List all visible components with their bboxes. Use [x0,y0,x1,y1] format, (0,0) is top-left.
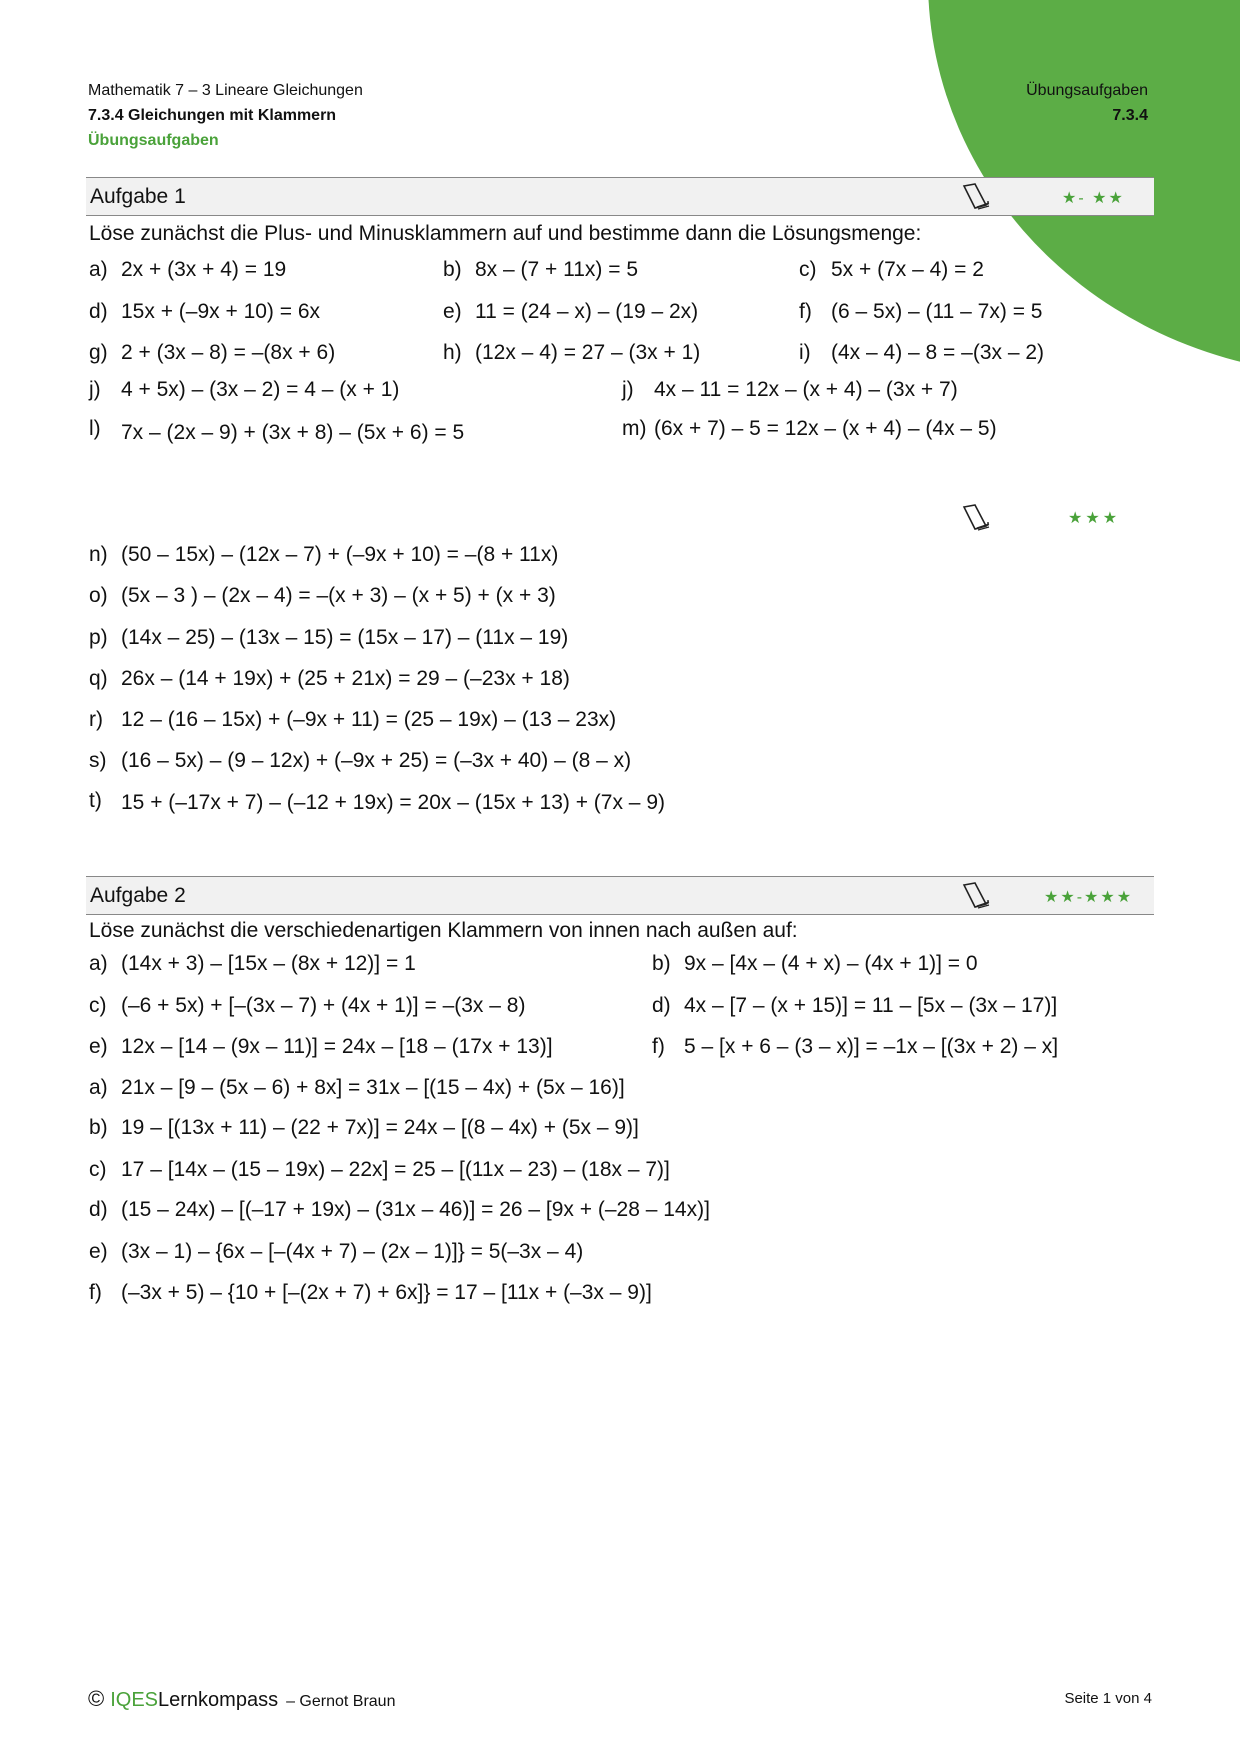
task1-header [86,177,1154,216]
exercise-item: j) 4x – 11 = 12x – (x + 4) – (3x + 7) [622,378,958,401]
book-icon [961,181,991,211]
task1-advanced-stars: ★★★ [1068,510,1121,527]
exercise-item: c) 17 – [14x – (15 – 19x) – 22x] = 25 – [(11x – 23) – (18x – 7)] [89,1158,670,1181]
exercise-item: d) 15x + (–9x + 10) = 6x [89,300,321,323]
exercise-item: r) 12 – (16 – 15x) + (–9x + 11) = (25 – 19x) – (13 – 23x) [89,708,617,731]
course-title: Mathematik 7 – 3 Lineare Gleichungen [88,82,363,99]
page-number: Seite 1 von 4 [1064,1690,1152,1707]
task1-title: Aufgabe 1 [90,185,186,208]
task1-difficulty-stars: ★- ★★ [1062,190,1125,207]
book-icon [961,502,991,532]
author-name: – Gernot Braun [286,1693,396,1710]
exercise-item: e) 11 = (24 – x) – (19 – 2x) [443,300,699,323]
exercise-item: a) 21x – [9 – (5x – 6) + 8x] = 31x – [(15 – 4x) + (5x – 16)] [89,1076,625,1099]
copyright-symbol: © [88,1686,105,1711]
task2-title: Aufgabe 2 [90,884,186,907]
task2-header [86,876,1154,915]
exercise-item: m) (6x + 7) – 5 = 12x – (x + 4) – (4x – 5) [622,417,997,440]
section-title: 7.3.4 Gleichungen mit Klammern [88,107,337,124]
exercise-item: e) 12x – [14 – (9x – 11)] = 24x – [18 – (17x + 13)] [89,1035,553,1058]
document-type: Übungsaufgaben [88,132,219,149]
exercise-item: f) (6 – 5x) – (11 – 7x) = 5 [799,300,1043,323]
exercise-item: f) 5 – [x + 6 – (3 – x)] = –1x – [(3x + 2) – x] [652,1035,1059,1058]
task2-difficulty-stars: ★★-★★★ [1044,889,1134,906]
brand-logo: IQESLernkompass [110,1689,279,1711]
exercise-item: f) (–3x + 5) – {10 + [–(2x + 7) + 6x]} = 17 – [11x + (–3x – 9)] [89,1281,652,1304]
exercise-item: o) (5x – 3 ) – (2x – 4) = –(x + 3) – (x + 5) + (x + 3) [89,584,556,607]
exercise-item: b) 8x – (7 + 11x) = 5 [443,258,639,281]
exercise-item: c) (–6 + 5x) + [–(3x – 7) + (4x + 1)] = –(3x – 8) [89,994,526,1017]
exercise-item: n) (50 – 15x) – (12x – 7) + (–9x + 10) = –(8 + 11x) [89,543,559,566]
footer-brand [88,1686,395,1712]
right-document-type: Übungsaufgaben [1026,82,1148,99]
exercise-item: b) 19 – [(13x + 11) – (22 + 7x)] = 24x – [(8 – 4x) + (5x – 9)] [89,1116,639,1139]
exercise-item: t) 15 + (–17x + 7) – (–12 + 19x) = 20x – (15x + 13) + (7x – 9) [89,789,665,814]
task1-instruction: Löse zunächst die Plus- und Minusklammern auf und bestimme dann die Lösungsmenge: [89,222,922,245]
exercise-item: i) (4x – 4) – 8 = –(3x – 2) [799,341,1045,364]
exercise-item: s) (16 – 5x) – (9 – 12x) + (–9x + 25) = (–3x + 40) – (8 – x) [89,749,632,772]
exercise-item: q) 26x – (14 + 19x) + (25 + 21x) = 29 – (–23x + 18) [89,667,570,690]
exercise-item: j) 4 + 5x) – (3x – 2) = 4 – (x + 1) [89,378,400,401]
exercise-item: p) (14x – 25) – (13x – 15) = (15x – 17) – (11x – 19) [89,626,569,649]
exercise-item: l) 7x – (2x – 9) + (3x + 8) – (5x + 6) = 5 [89,417,465,444]
book-icon [961,880,991,910]
exercise-item: c) 5x + (7x – 4) = 2 [799,258,984,281]
exercise-item: b) 9x – [4x – (4 + x) – (4x + 1)] = 0 [652,952,978,975]
right-section-number: 7.3.4 [1112,107,1148,124]
exercise-item: a) (14x + 3) – [15x – (8x + 12)] = 1 [89,952,416,975]
document-header [88,78,363,153]
exercise-item: d) (15 – 24x) – [(–17 + 19x) – (31x – 46)] = 26 – [9x + (–28 – 14x)] [89,1198,710,1221]
task2-instruction: Löse zunächst die verschiedenartigen Klammern von innen nach außen auf: [89,919,798,942]
exercise-item: e) (3x – 1) – {6x – [–(4x + 7) – (2x – 1)]} = 5(–3x – 4) [89,1240,584,1263]
exercise-item: d) 4x – [7 – (x + 15)] = 11 – [5x – (3x – 17)] [652,994,1058,1017]
exercise-item: a) 2x + (3x + 4) = 19 [89,258,287,281]
exercise-item: h) (12x – 4) = 27 – (3x + 1) [443,341,701,364]
exercise-item: g) 2 + (3x – 8) = –(8x + 6) [89,341,336,364]
document-header-right [1026,78,1148,128]
